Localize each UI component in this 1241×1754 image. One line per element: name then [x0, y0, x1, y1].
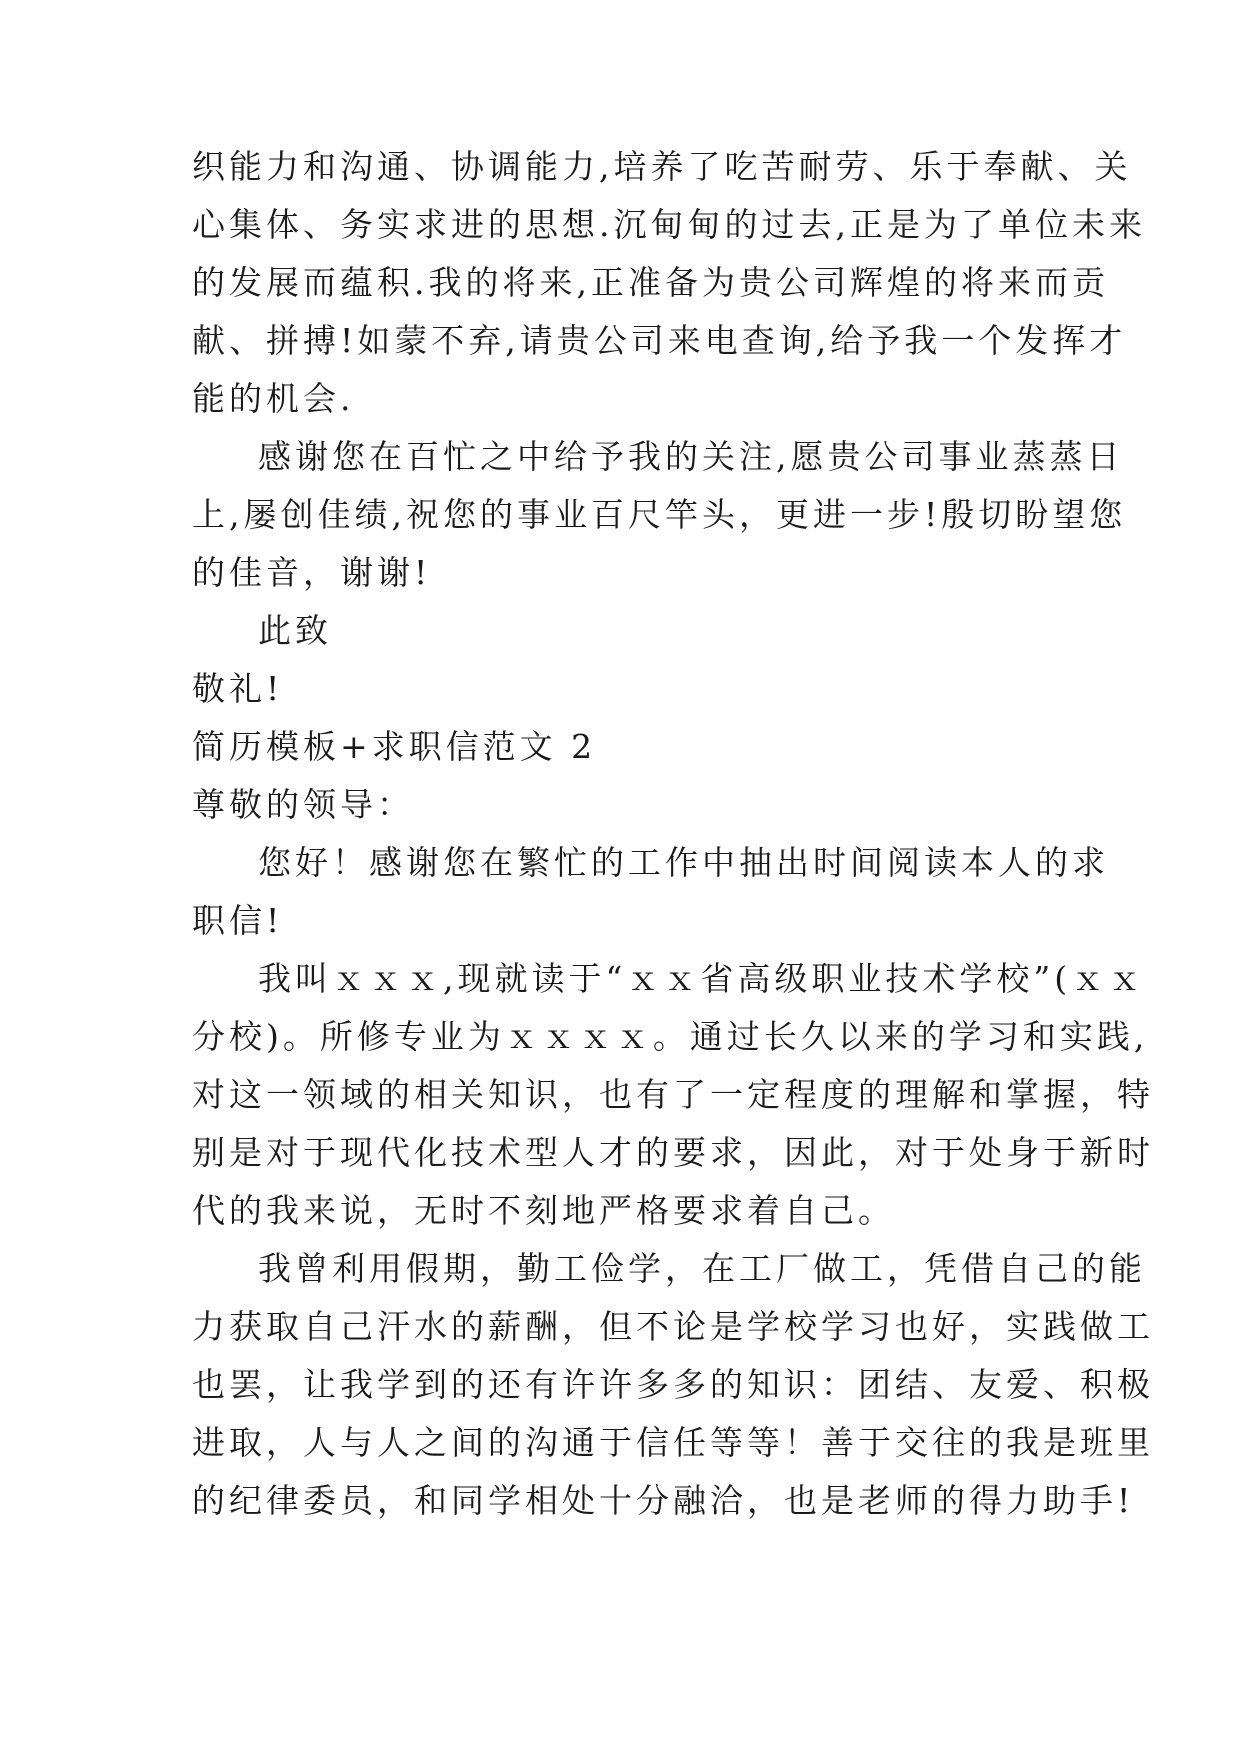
body-line: 的纪律委员，和同学相处十分融洽，也是老师的得力助手! [192, 1481, 1135, 1520]
body-line: 能的机会. [192, 379, 355, 418]
body-line: 力获取自己汗水的薪酬，但不论是学校学习也好，实践做工 [192, 1307, 1154, 1346]
body-line: 职信! [192, 901, 284, 940]
body-line: 献、拼搏!如蒙不弃,请贵公司来电查询,给予我一个发挥才 [192, 321, 1127, 360]
body-line: 也罢，让我学到的还有许许多多的知识：团结、友爱、积极 [192, 1365, 1154, 1404]
body-line: 织能力和沟通、协调能力,培养了吃苦耐劳、乐于奉献、关 [192, 147, 1132, 186]
letter-body [192, 138, 1154, 1530]
body-line: 上,屡创佳绩,祝您的事业百尺竿头，更进一步!殷切盼望您 [192, 495, 1127, 534]
closing-regards: 敬礼! [192, 669, 284, 708]
body-line: 的发展而蕴积.我的将来,正准备为贵公司辉煌的将来而贡 [192, 263, 1109, 302]
paragraph-start-line: 感谢您在百忙之中给予我的关注,愿贵公司事业蒸蒸日 [258, 437, 1124, 476]
closing-salutation: 此致 [258, 611, 332, 650]
paragraph-start-line: 我叫ｘｘｘ,现就读于“ｘｘ省高级职业技术学校”(ｘｘ [258, 959, 1146, 998]
greeting-line: 尊敬的领导： [192, 785, 414, 824]
paragraph-start-line: 您好！感谢您在繁忙的工作中抽出时间阅读本人的求 [258, 843, 1109, 882]
body-line: 别是对于现代化技术型人才的要求，因此，对于处身于新时 [192, 1133, 1154, 1172]
body-line: 分校)。所修专业为ｘｘｘｘ。通过长久以来的学习和实践, [192, 1017, 1149, 1056]
body-line: 的佳音，谢谢! [192, 553, 432, 592]
body-line: 对这一领域的相关知识，也有了一定程度的理解和掌握，特 [192, 1075, 1154, 1114]
body-line: 进取，人与人之间的沟通于信任等等！善于交往的我是班里 [192, 1423, 1154, 1462]
body-line: 心集体、务实求进的思想.沉甸甸的过去,正是为了单位未来 [192, 205, 1146, 244]
body-line: 代的我来说，无时不刻地严格要求着自己。 [192, 1191, 895, 1230]
paragraph-start-line: 我曾利用假期，勤工俭学，在工厂做工，凭借自己的能 [258, 1249, 1146, 1288]
section-title: 简历模板+求职信范文 2 [192, 727, 597, 766]
